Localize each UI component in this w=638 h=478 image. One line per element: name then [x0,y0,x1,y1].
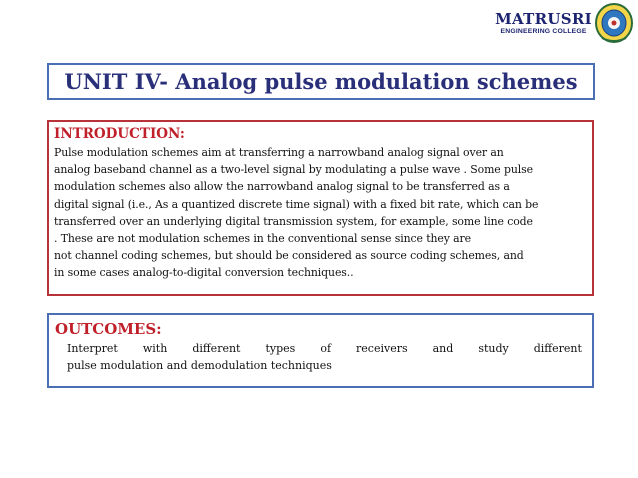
college-subtitle: ENGINEERING COLLEGE [500,28,587,35]
intro-line: not channel coding schemes, but should be considered as source coding schemes, and [54,249,524,263]
intro-line: modulation schemes also allow the narrowband analog signal to be transferred as a [54,180,510,194]
outcome-word: with [142,342,168,355]
outcomes-box [47,313,594,388]
college-crest-icon [594,2,634,44]
outcome-word: different [533,342,582,355]
outcome-word: receivers [356,342,408,355]
outcome-word: and [432,342,454,355]
intro-line: transferred over an underlying digital transmission system, for example, some line code [54,214,533,228]
intro-line: Pulse modulation schemes aim at transferring a narrowband analog signal over an [54,146,504,159]
outcome-word: of [320,342,332,355]
college-brand [495,10,592,35]
intro-line: analog baseband channel as a two-level signal by modulating a pulse wave . Some pulse [54,163,534,177]
intro-line: digital signal (i.e., As a quantized discrete time signal) with a fixed bit rate, which can be [54,197,539,211]
outcome-word: types [265,342,296,355]
introduction-box [47,120,594,296]
unit-title: UNIT IV- Analog pulse modulation schemes [64,69,578,94]
outcome-word: study [478,342,509,355]
outcome-word: different [192,342,241,355]
outcome-line-2: pulse modulation and demodulation techniques [67,359,332,372]
introduction-text [54,144,588,282]
introduction-heading: INTRODUCTION: [54,126,185,142]
outcomes-text [67,340,582,374]
intro-line: in some cases analog-to-digital conversion techniques.. [54,266,354,280]
outcome-word: Interpret [67,342,118,355]
unit-title-box [47,63,595,100]
outcome-line-1 [67,340,582,357]
intro-line: . These are not modulation schemes in the conventional sense since they are [54,232,472,246]
outcomes-heading: OUTCOMES: [55,320,162,338]
college-name: MATRUSRI [495,10,592,28]
